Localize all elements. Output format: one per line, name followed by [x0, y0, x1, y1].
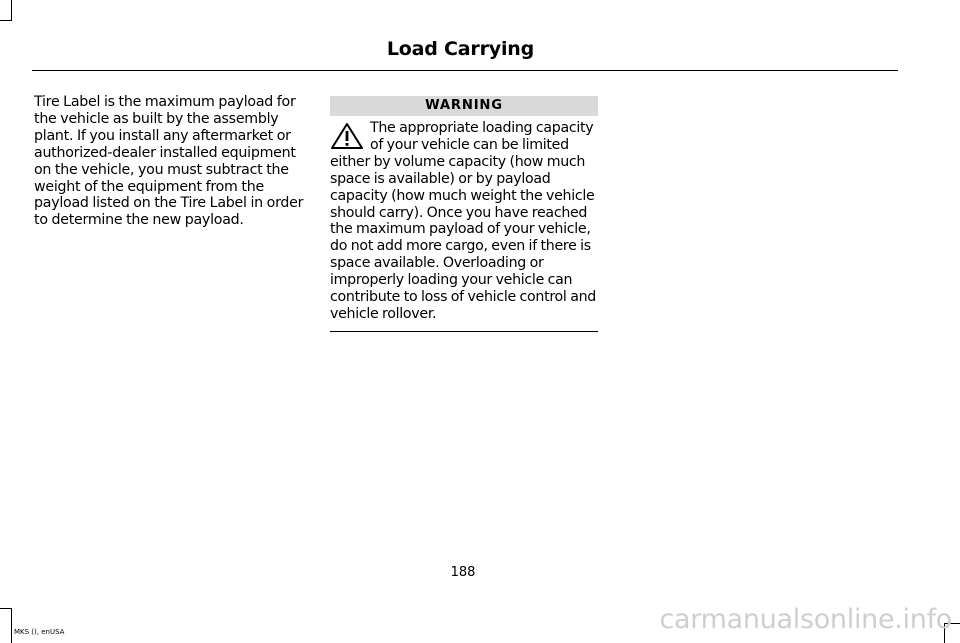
page-number: 188 — [450, 565, 476, 580]
warning-title: WARNING — [330, 96, 598, 116]
header-divider — [32, 70, 898, 71]
crop-mark-bottom-left-horizontal — [0, 608, 12, 609]
warning-triangle-icon — [330, 122, 364, 150]
watermark-text: carmanualsonline.info — [659, 604, 952, 635]
crop-mark-bottom-left-vertical — [11, 608, 12, 643]
warning-content — [330, 120, 598, 323]
document-label: MKS (), enUSA — [14, 628, 65, 636]
section-title: Load Carrying — [386, 38, 534, 60]
warning-text: The appropriate loading capacity of your vehicle can be limited either by volume capacity (how much space is available) or by payload capacity (how much weight the vehicle should carry). Once you have reached the maximum payload of your vehicle, do not add more cargo, even if there is space available. Overloading or improperly loading your vehicle can contribute to loss of vehicle control and vehicle rollover. — [330, 120, 596, 322]
warning-box — [330, 96, 598, 332]
crop-mark-top-left-vertical — [11, 0, 12, 20]
warning-bottom-rule — [330, 331, 598, 332]
body-paragraph: Tire Label is the maximum payload for the vehicle as built by the assembly plant. If you install any aftermarket or authorized-dealer installed equipment on the vehicle, you must subtract the weight of the equipment from the payload listed on the Tire Label in order to determine the new payload. — [34, 94, 304, 229]
crop-mark-top-left-horizontal — [0, 20, 12, 21]
